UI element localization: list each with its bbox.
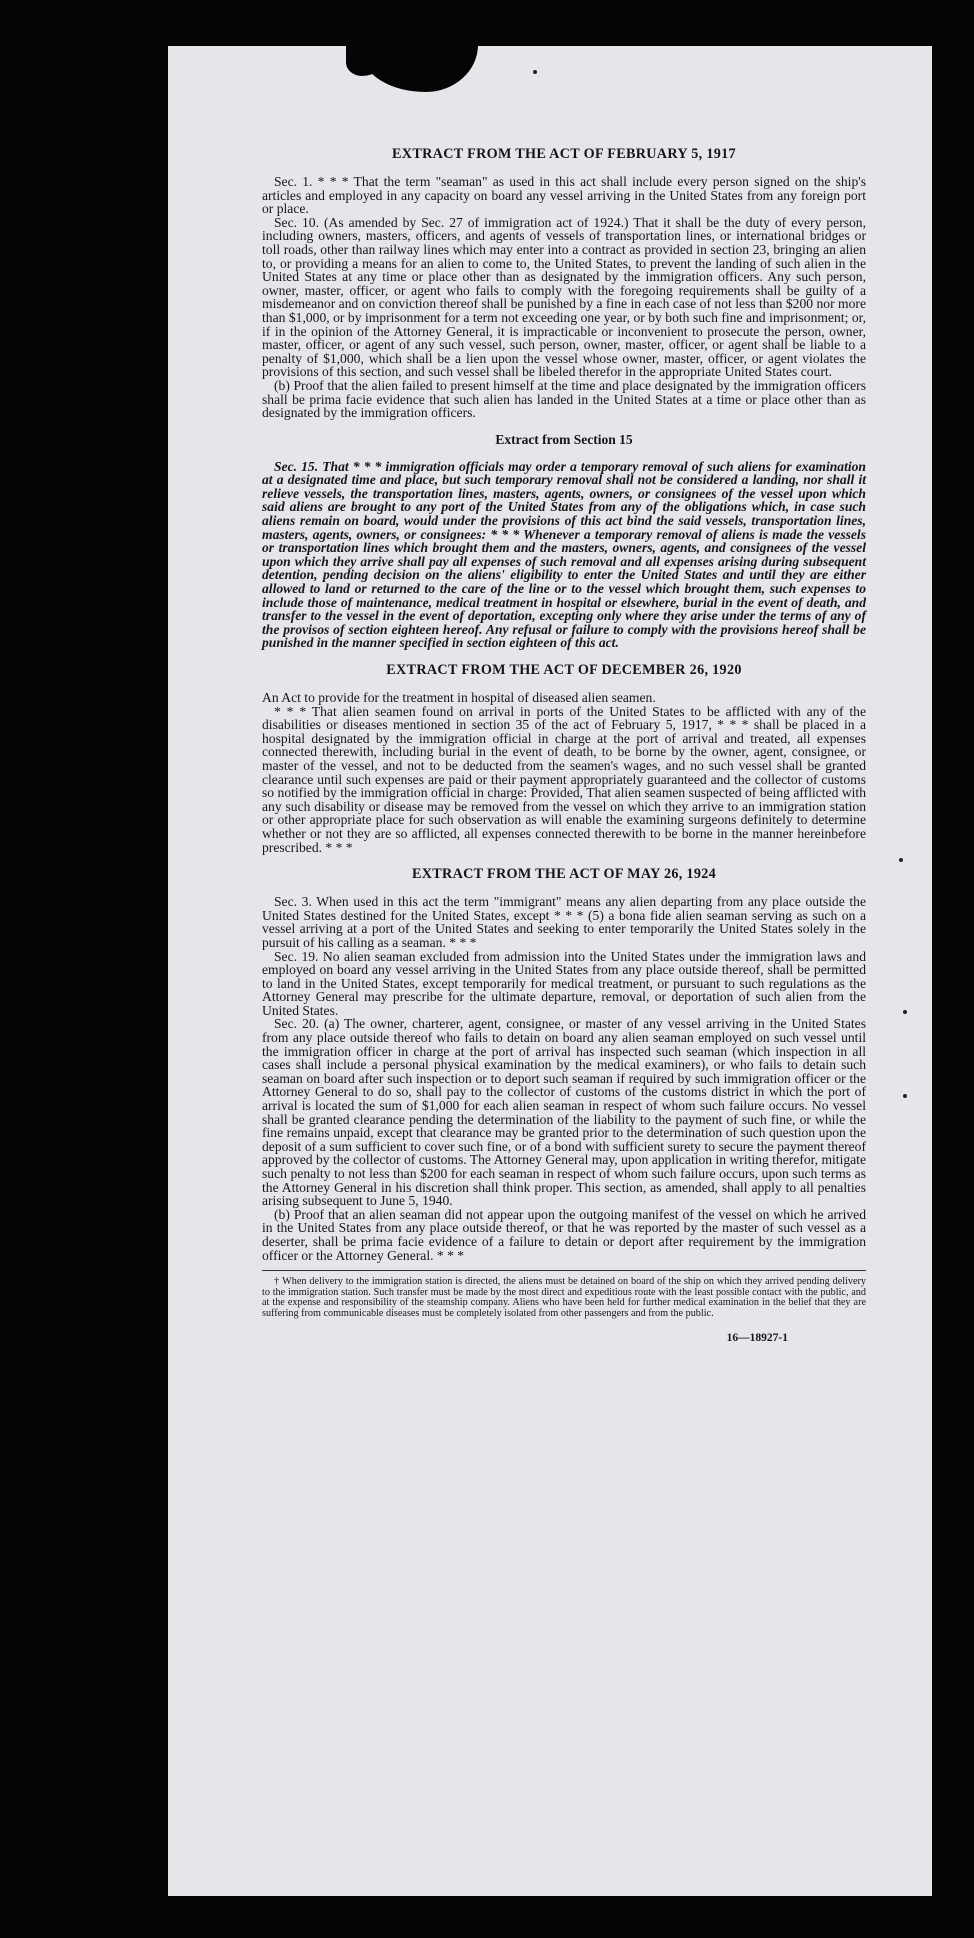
- heading-act-1920: EXTRACT FROM THE ACT OF DECEMBER 26, 1920: [386, 662, 742, 678]
- form-number: 16—18927-1: [726, 1331, 788, 1344]
- speck: [903, 1010, 907, 1014]
- heading-act-1924: EXTRACT FROM THE ACT OF MAY 26, 1924: [411, 866, 717, 883]
- heading-act-1917: EXTRACT FROM THE ACT OF FEBRUARY 5, 1917: [392, 146, 736, 162]
- act-1920-body: * * * That alien seamen found on arrival in ports of the United States to be afflicted with any of the disabilities or diseases mentioned in section 35 of the act of February 5, 1917, * * * shall be placed in a hospital designated by the immigration official in charge at the port of arrival and treated, all expenses connected therewith, including burial in the event of death, to be borne by the owner, agent, consignee, or master of the vessel, and not to be deducted from the seamen's wages, and no such vessel shall be granted clearance until such expenses are paid or their payment appropriately guaranteed and the collector of customs so notified by the immigration official in charge: Provided, That alien seamen suspected of being afflicted with any such disability or disease may be removed from the vessel on which they arrive to an immigration station or other appropriate place for such observation as will enable the examining surgeons definitely to determine whether or not they are so afflicted, all expenses connected therewith to be borne in the manner hereinbefore prescribed. * * *: [262, 703, 866, 855]
- section-10-b: (b) Proof that the alien failed to present himself at the time and place designated by the immigration officers shall be prima facie evidence that such alien has landed in the United States at a time or place other than as designated by the immigration officers.: [262, 377, 866, 421]
- heading-section-15: Extract from Section 15: [495, 431, 633, 447]
- section-20-b: (b) Proof that an alien seaman did not appear upon the outgoing manifest of the vessel on which he arrived in the United States from any place outside thereof, or that he was reported by the master of such vessel as a deserter, shall be prima facie evidence of a failure to detain or deport after requirement by the immigration officer or the Attorney General. * * *: [262, 1206, 866, 1263]
- section-20: Sec. 20. (a) The owner, charterer, agent, consignee, or master of any vessel arriving in the United States from any place outside thereof who fails to detain on board any alien seaman employed on such vessel until the immigration officer in charge at the port of arrival has inspected such seaman (which inspection in all cases shall include a personal physical examination by the medical examiners), or who fails to detain such seaman on board after such inspection or to deport such seaman if required by such immigration officer or the Attorney General to do so, shall pay to the collector of customs of the customs district in which the port of arrival is located the sum of $1,000 for each alien seaman in respect of whom such failure occurs. No vessel shall be granted clearance pending the determination of the liability to the payment of such fine, or while the fine remains unpaid, except that clearance may be granted prior to the determination of such question upon the deposit of a sum sufficient to cover such fine, or of a bond with sufficient surety to secure the payment thereof approved by the collector of customs. The Attorney General may, upon application in writing therefor, mitigate such penalty to not less than $200 for each seaman in respect of whom such failure occurs, upon such terms as the Attorney General in his discretion shall think proper. This section, as amended, shall apply to all penalties arising subsequent to June 5, 1940.: [262, 1016, 866, 1209]
- speck: [899, 858, 903, 862]
- act-1920-title: An Act to provide for the treatment in hospital of diseased alien seamen.: [262, 690, 656, 705]
- section-3: Sec. 3. When used in this act the term "immigrant" means any alien departing from any place outside the United States destined for the United States, except * * * (5) a bona fide alien seaman serving as such on a vessel arriving at a port of the United States and seeking to enter temporarily the United States solely in the pursuit of his calling as a seaman. * * *: [262, 894, 866, 950]
- section-10: Sec. 10. (As amended by Sec. 27 of immigration act of 1924.) That it shall be the duty of every person, including owners, masters, officers, and agents of vessels of transportation lines, or international bridges or toll roads, other than railway lines which may enter into a contract as provided in section 23, bringing an alien to, or providing a means for an alien to come to, the United States, to prevent the landing of such alien in the United States at any time or place other than as designated by the immigration officers. Any such person, owner, master, officer, or agent who fails to comply with the foregoing requirements shall be guilty of a misdemeanor and on conviction thereof shall be punished by a fine in each case of not less than $200 nor more than $1,000, or by imprisonment for a term not exceeding one year, or by both such fine and imprisonment; or, if in the opinion of the Attorney General, it is impracticable or inconvenient to prosecute the person, owner, master, officer, or agent of any such vessel, such person, owner, master, officer, or agent shall be liable to a penalty of $1,000, which shall be a lien upon the vessel whose owner, master, officer, or agent violates the provisions of this section, and such vessel shall be libeled therefor in the appropriate United States court.: [262, 214, 866, 380]
- section-1: Sec. 1. * * * That the term "seaman" as used in this act shall include every person signed on the ship's articles and employed in any capacity on board any vessel arriving in the United States from any foreign port or place.: [262, 174, 866, 217]
- section-19: Sec. 19. No alien seaman excluded from admission into the United States under the immigration laws and employed on board any vessel arriving in the United States from any place outside thereof, shall be permitted to land in the United States, except temporarily for medical treatment, or pursuant to such regulations as the Attorney General may prescribe for the ultimate departure, removal, or deportation of such alien from the United States.: [262, 948, 866, 1018]
- speck: [903, 1094, 907, 1098]
- footnote-text: † When delivery to the immigration station is directed, the aliens must be detained on board of the ship on which they arrived pending delivery to the immigration station. Such transfer must be made by the most direct and expeditious route with the least possible contact with the public, and at the expense and responsibility of the steamship company. Aliens who have been held for further medical examination in the belief that they are suffering from communicable diseases must be completely isolated from other passengers and from the public.: [262, 1276, 866, 1319]
- speck: [533, 70, 537, 74]
- document-content: [262, 146, 866, 1344]
- footnote: [262, 1270, 866, 1319]
- section-15: Sec. 15. That * * * immigration officials may order a temporary removal of such aliens for examination at a designated time and place, but such temporary removal shall not be considered a landing, nor shall it relieve vessels, the transportation lines, masters, agents, owners, or consignees of the vessel upon which said aliens are brought to any port of the United States from any of the obligations which, in case such aliens remain on board, would under the provisions of this act bind the said vessels, transportation lines, masters, agents, owners, or consignees: * * * Whenever a temporary removal of aliens is made the vessels or transportation lines which brought them and the masters, owners, agents, and consignees of the vessel upon which they arrive shall pay all expenses of such removal and all expenses arising during subsequent detention, pending decision on the aliens' eligibility to enter the United States and until they are either allowed to land or returned to the care of the line or to the vessel which brought them, such expenses to include those of maintenance, medical treatment in hospital or elsewhere, burial in the event of death, and transfer to the vessel in the event of deportation, excepting only where they arise under the terms of any of the provisos of section eighteen hereof. Any refusal or failure to comply with the provisions hereof shall be punished in the manner specified in section eighteen of this act.: [262, 458, 866, 651]
